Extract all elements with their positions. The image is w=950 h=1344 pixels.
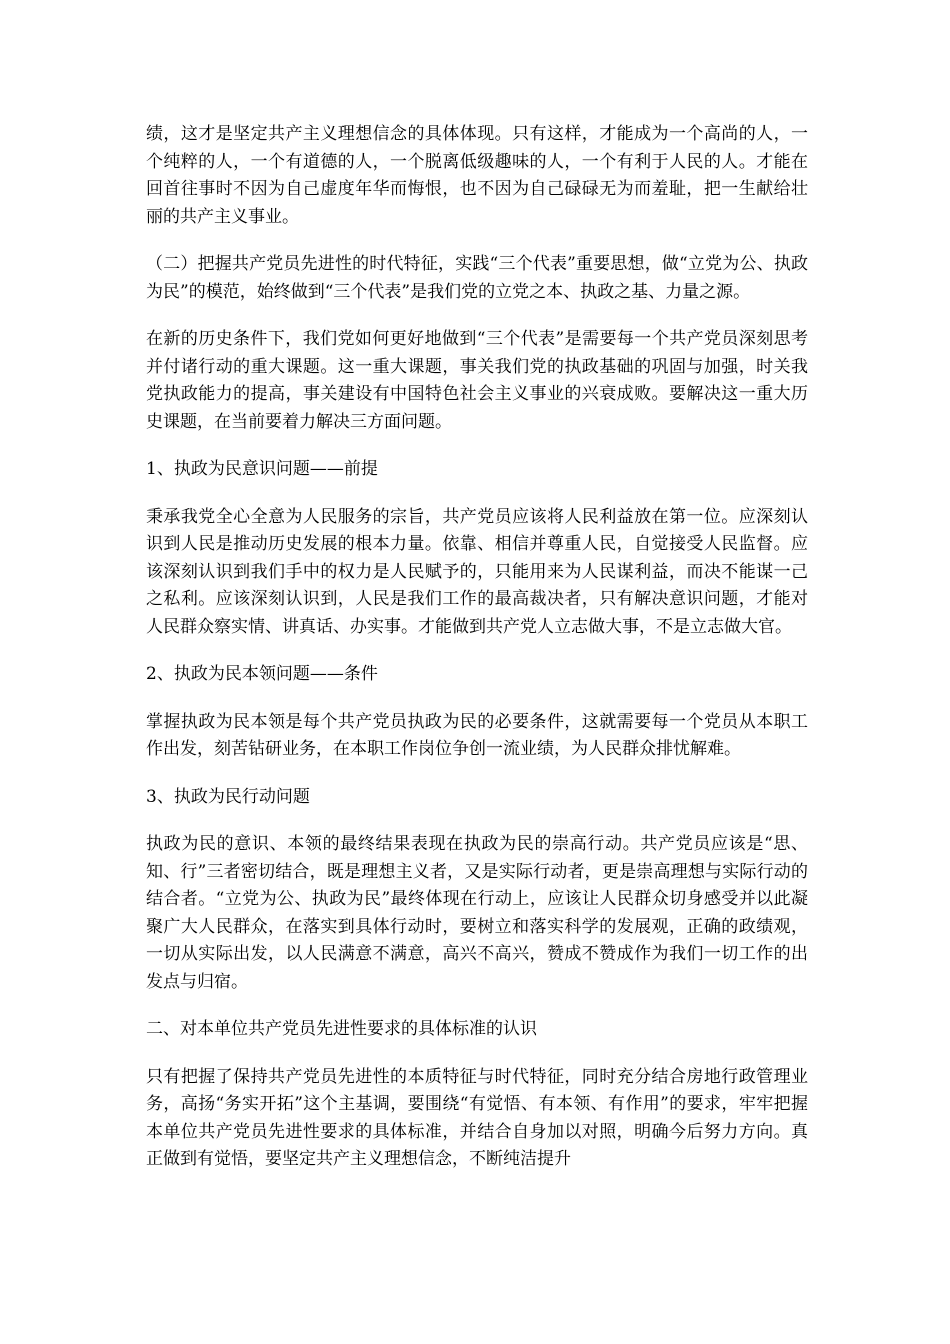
document-page (146, 121, 808, 1194)
section-heading: 2、执政为民本领问题——条件 (146, 664, 378, 684)
paragraph: 只有把握了保持共产党员先进性的本质特征与时代特征，同时充分结合房地行政管理业务，高扬“务实开拓”这个主基调，要围绕“有觉悟、有本领、有作用”的要求，牢牢把握本单位共产党员先进性要求的具体标准，并结合自身加以对照，明确今后努力方向。真正做到有觉悟，要坚定共产主义理想信念，不断纯洁提升 (146, 1066, 808, 1169)
paragraph: 秉承我党全心全意为人民服务的宗旨，共产党员应该将人民利益放在第一位。应深刻认识到人民是推动历史发展的根本力量。依靠、相信并尊重人民，自觉接受人民监督。应该深刻认识到我们手中的权力是人民赋予的，只能用来为人民谋利益，而决不能谋一己之私利。应该深刻认识到，人民是我们工作的最高裁决者，只有解决意识问题，才能对人民群众察实情、讲真话、办实事。才能做到共产党人立志做大事，不是立志做大官。 (146, 506, 808, 637)
paragraph: 执政为民的意识、本领的最终结果表现在执政为民的崇高行动。共产党员应该是“思、知、行”三者密切结合，既是理想主义者，又是实际行动者，更是崇高理想与实际行动的结合者。“立党为公、执政为民”最终体现在行动上，应该让人民群众切身感受并以此凝聚广大人民群众，在落实到具体行动时，要树立和落实科学的发展观，正确的政绩观，一切从实际出发，以人民满意不满意，高兴不高兴，赞成不赞成作为我们一切工作的出发点与归宿。 (146, 834, 808, 992)
paragraph: （二）把握共产党员先进性的时代特征，实践“三个代表”重要思想，做“立党为公、执政为民”的模范，始终做到“三个代表”是我们党的立党之本、执政之基、力量之源。 (146, 254, 808, 302)
section-heading: 3、执政为民行动问题 (146, 786, 310, 807)
paragraph: 在新的历史条件下，我们党如何更好地做到“三个代表”是需要每一个共产党员深刻思考并付诸行动的重大课题。这一重大课题，事关我们党的执政基础的巩固与加强，时关我党执政能力的提高，事关建设有中国特色社会主义事业的兴衰成败。要解决这一重大历史课题，在当前要着力解决三方面问题。 (146, 329, 808, 432)
section-heading: 二、对本单位共产党员先进性要求的具体标准的认识 (146, 1019, 537, 1039)
paragraph: 掌握执政为民本领是每个共产党员执政为民的必要条件，这就需要每一个党员从本职工作出发，刻苦钻研业务，在本职工作岗位争创一流业绩，为人民群众排忧解难。 (146, 711, 808, 759)
section-heading: 1、执政为民意识问题——前提 (146, 459, 378, 479)
paragraph: 绩，这才是坚定共产主义理想信念的具体体现。只有这样，才能成为一个高尚的人，一个纯粹的人，一个有道德的人，一个脱离低级趣味的人，一个有利于人民的人。才能在回首往事时不因为自己虚度年华而悔恨，也不因为自己碌碌无为而羞耻，把一生献给壮丽的共产主义事业。 (146, 124, 808, 227)
